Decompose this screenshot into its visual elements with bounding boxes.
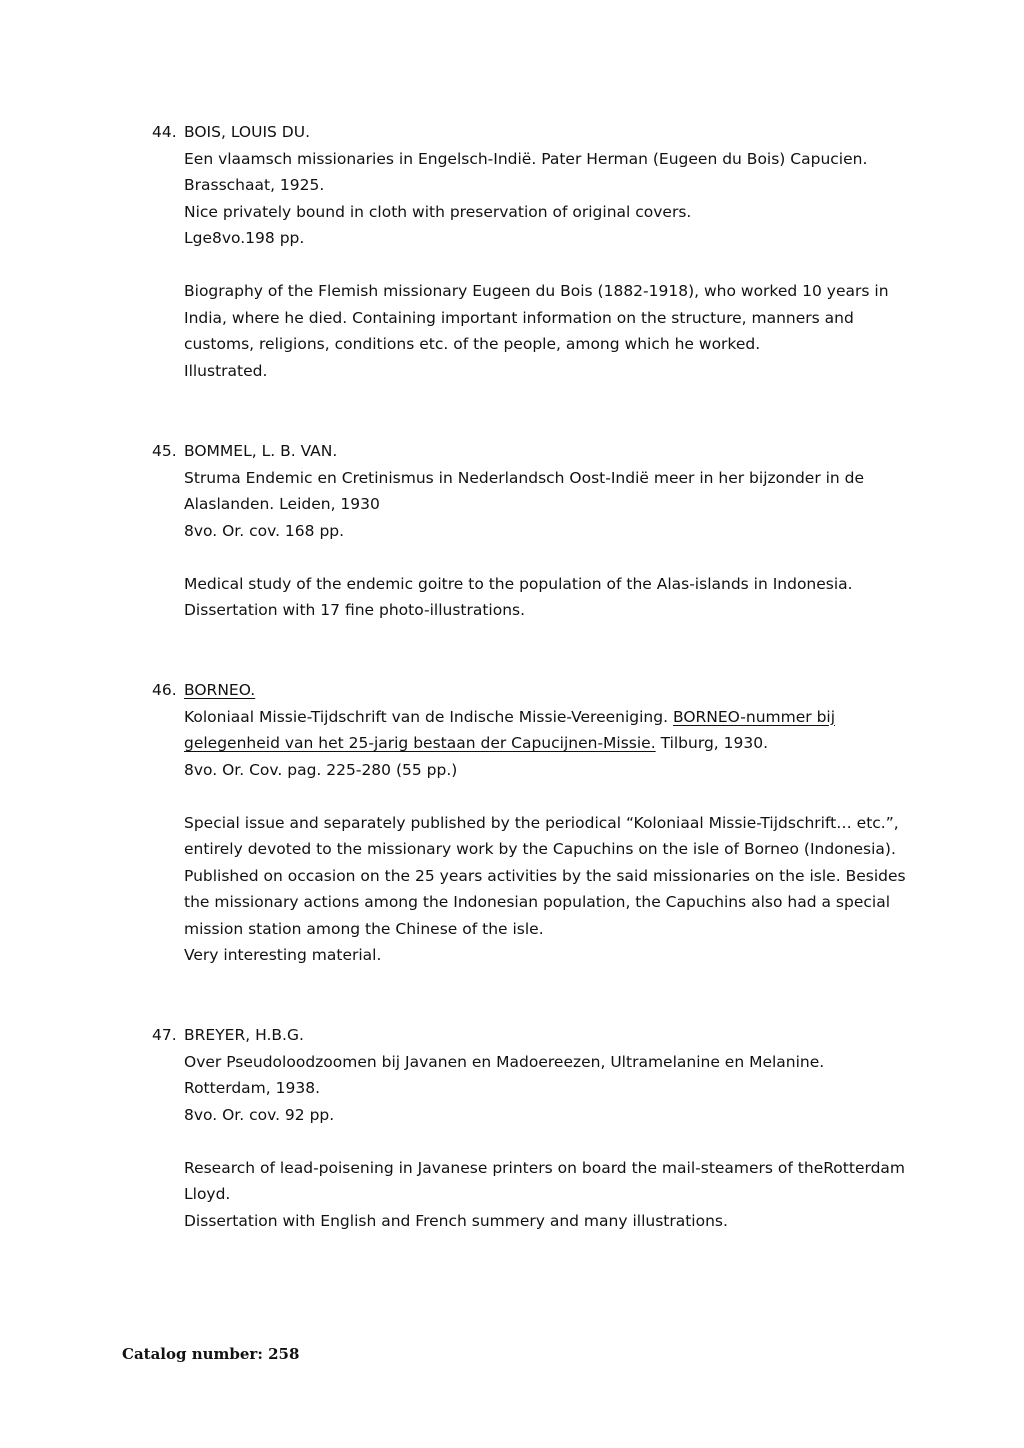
entry-author: BOIS, LOUIS DU.	[184, 123, 310, 141]
entry-heading	[152, 677, 932, 704]
entry-description-line: Very interesting material.	[184, 946, 382, 964]
entry-heading	[152, 438, 932, 465]
entry-title-line: Alaslanden. Leiden, 1930	[184, 495, 380, 513]
entry-description-line: Published on occasion on the 25 years activities by the said missionaries on the isle. Besides	[184, 866, 906, 885]
catalog-entry-46	[152, 677, 932, 969]
entry-number: 47.	[152, 1026, 177, 1044]
entry-title-link[interactable]: gelegenheid van het 25-jarig bestaan der Capucijnen-Missie.	[184, 734, 656, 752]
entry-title-line	[184, 730, 932, 757]
entry-title-line: Brasschaat, 1925.	[184, 176, 325, 194]
entry-title-line	[184, 704, 932, 731]
entry-description-line: the missionary actions among the Indonesian population, the Capuchins also had a special	[184, 893, 891, 911]
entry-author-link[interactable]: BORNEO.	[184, 681, 256, 699]
entry-description-line: Illustrated.	[184, 361, 268, 380]
entry-number: 46.	[152, 681, 177, 699]
entry-title-line: Een vlaamsch missionaries in Engelsch-Indië. Pater Herman (Eugeen du Bois) Capucien.	[184, 149, 868, 168]
entry-format: 8vo. Or. Cov. pag. 225-280 (55 pp.)	[184, 760, 458, 779]
entry-heading	[152, 119, 932, 146]
entry-description-line: Lloyd.	[184, 1185, 231, 1203]
entry-description-line: mission station among the Chinese of the isle.	[184, 919, 544, 938]
entry-title-link[interactable]: BORNEO-nummer bij	[672, 707, 836, 726]
entry-title-text: Tilburg, 1930.	[655, 734, 769, 752]
entry-description-line: Research of lead-poisening in Javanese printers on board the mail-steamers of theRotterdam	[184, 1158, 906, 1177]
entry-format: 8vo. Or. cov. 92 pp.	[184, 1105, 335, 1124]
entry-description-line: India, where he died. Containing important information on the structure, manners and	[184, 308, 854, 327]
catalog-entry-44	[152, 119, 932, 384]
catalog-entry-47	[152, 1022, 932, 1234]
entry-description-line: customs, religions, conditions etc. of the people, among which he worked.	[184, 335, 761, 353]
entry-format: 8vo. Or. cov. 168 pp.	[184, 521, 345, 540]
entry-author: BREYER, H.B.G.	[184, 1026, 304, 1044]
catalog-number-footer: Catalog number: 258	[122, 1345, 300, 1363]
entry-description-line: Biography of the Flemish missionary Eugeen du Bois (1882-1918), who worked 10 years in	[184, 282, 889, 300]
entry-title-line: Struma Endemic en Cretinismus in Nederlandsch Oost-Indië meer in her bijzonder in de	[184, 468, 865, 487]
entry-format: Lge8vo.198 pp.	[184, 229, 305, 247]
entry-binding: Nice privately bound in cloth with preservation of original covers.	[184, 202, 692, 221]
entry-description-line: Dissertation with English and French summery and many illustrations.	[184, 1211, 728, 1230]
entry-description-line: entirely devoted to the missionary work by the Capuchins on the isle of Borneo (Indonesia).	[184, 840, 896, 858]
entry-description-line: Dissertation with 17 fine photo-illustrations.	[184, 601, 526, 619]
entry-title-line: Rotterdam, 1938.	[184, 1079, 321, 1097]
entry-description-line: Medical study of the endemic goitre to the population of the Alas-islands in Indonesia.	[184, 574, 853, 593]
entry-title-line: Over Pseudoloodzoomen bij Javanen en Madoereezen, Ultramelanine en Melanine.	[184, 1052, 825, 1071]
entry-title-text: Koloniaal Missie-Tijdschrift van de Indische Missie-Vereeniging.	[184, 707, 673, 726]
entry-number: 44.	[152, 123, 177, 141]
entry-description-line: Special issue and separately published by the periodical “Koloniaal Missie-Tijdschrift… etc.”,	[184, 813, 899, 832]
entry-heading	[152, 1022, 932, 1049]
entry-author: BOMMEL, L. B. VAN.	[184, 442, 338, 460]
catalog-entry-45	[152, 438, 932, 624]
entry-number: 45.	[152, 442, 177, 460]
